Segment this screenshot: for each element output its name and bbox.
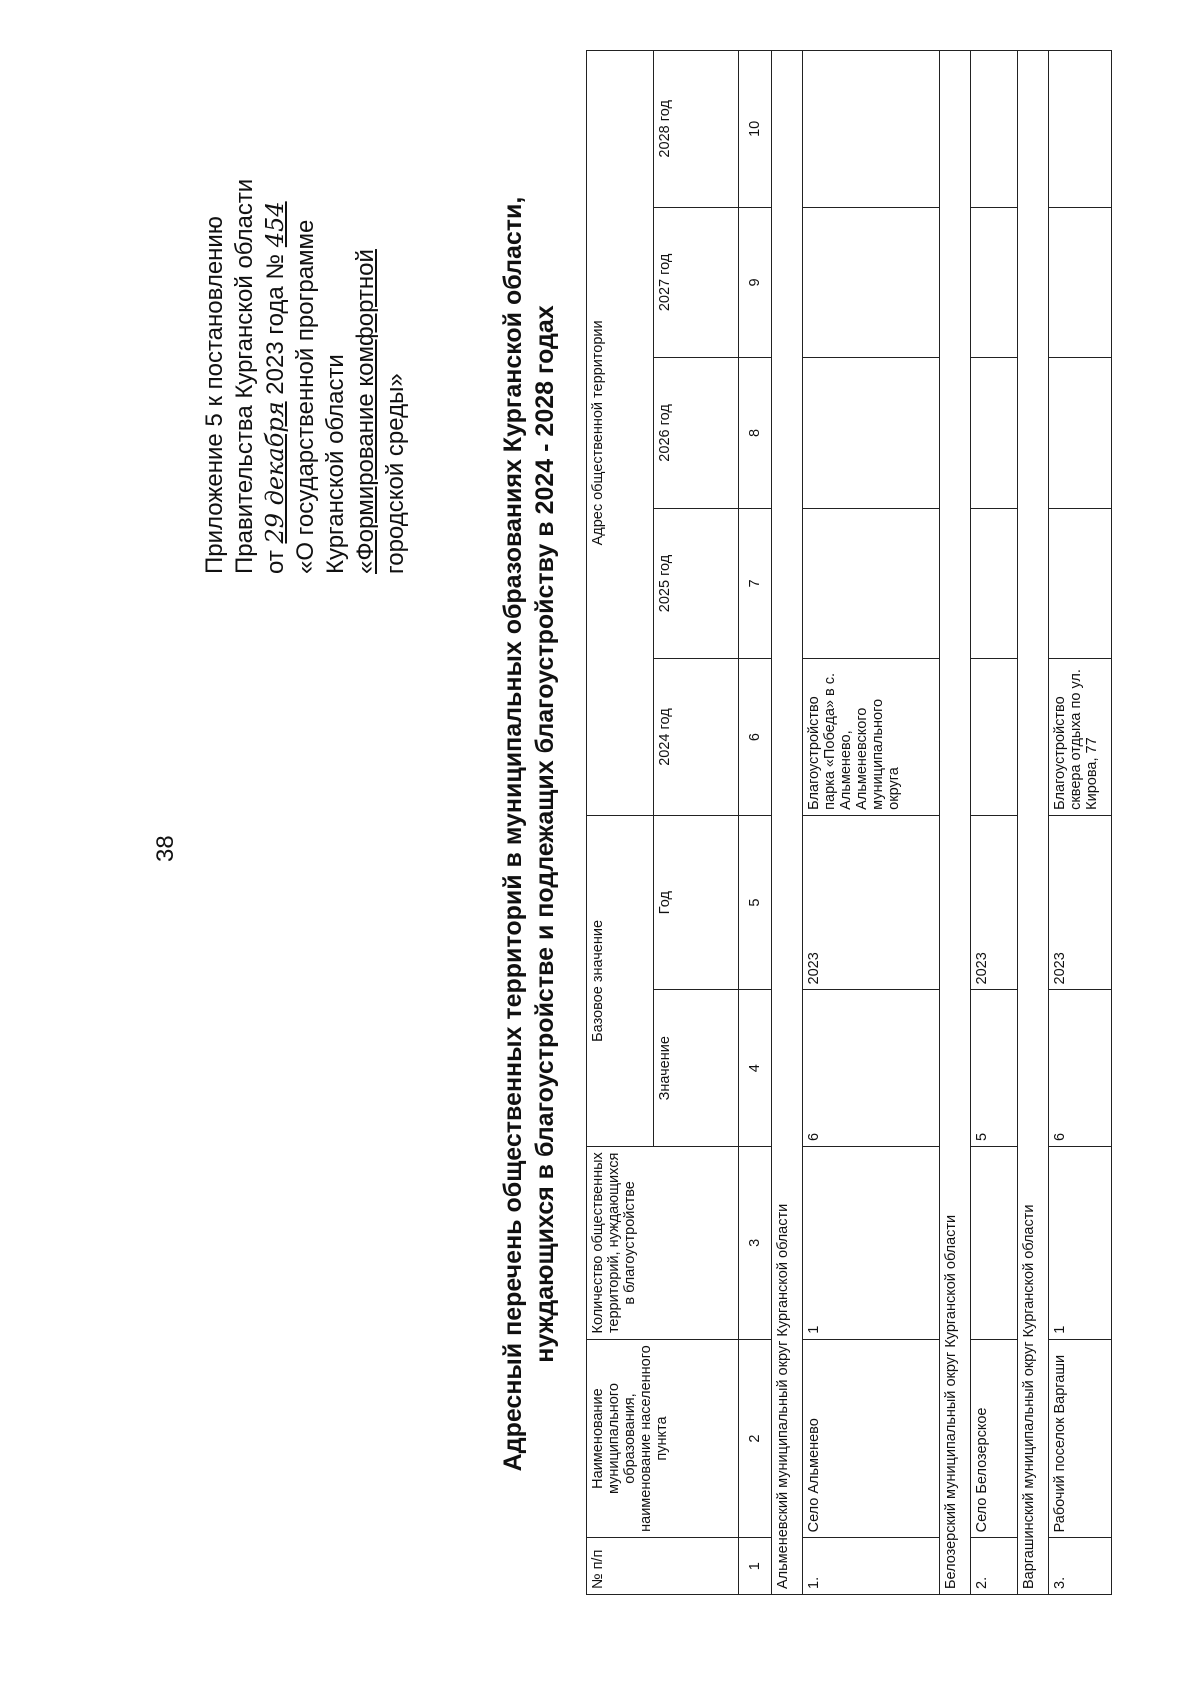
column-number: 5 [739,815,772,990]
cell-2028 [971,51,1018,208]
cell-count: 1 [803,1147,940,1340]
title-line: нуждающихся в благоустройстве и подлежащих благоустройству в 2024 - 2028 годах [531,305,559,1363]
cell-2027 [971,207,1018,358]
column-number: 3 [739,1147,772,1340]
group-title: Альменевский муниципальный округ Курганской области [772,51,803,1595]
appendix-line: городской среды» [382,373,409,574]
group-header-row [940,51,971,1595]
header-2025: 2025 год [654,508,739,659]
cell-count [971,1147,1018,1340]
cell-num: 1. [803,1538,940,1595]
appendix-date-line [260,54,291,574]
group-header-row [1018,51,1049,1595]
handwritten-date: 29 декабря [261,401,289,544]
header-address: Адрес общественной территории [587,51,654,816]
header-name: Наименование муниципального образования, наименование населенного пункта [587,1339,739,1538]
cell-base-year: 2023 [1049,815,1112,990]
title-line: Адресный перечень общественных территорий в муниципальных образованиях Курганской области, [499,196,527,1472]
cell-name: Село Альменево [803,1339,940,1538]
header-2026: 2026 год [654,358,739,509]
cell-base-year: 2023 [803,815,940,990]
cell-num: 3. [1049,1538,1112,1595]
column-numbers-row [739,51,772,1595]
cell-2028 [803,51,940,208]
appendix-line: Правительства Курганской области [231,178,258,574]
appendix-line: «Формирование комфортной [352,249,379,574]
header-2024: 2024 год [654,659,739,816]
cell-2024: Благоустройство сквера отдыха по ул. Кирова, 77 [1049,659,1112,816]
cell-2026 [971,358,1018,509]
appendix-year-number: 2023 года № [262,253,289,395]
cell-2027 [803,207,940,358]
cell-2024: Благоустройство парка «Победа» в с. Альменево, Альменевского муниципального округа [803,659,940,816]
column-number: 1 [739,1538,772,1595]
cell-base-value: 5 [971,990,1018,1147]
header-base-year: Год [654,815,739,990]
header-2028: 2028 год [654,51,739,208]
appendix-from: от [262,550,289,574]
header-base-value: Значение [654,990,739,1147]
column-number: 7 [739,508,772,659]
cell-2025 [971,508,1018,659]
cell-2025 [803,508,940,659]
group-title: Варгашинский муниципальный округ Курганской области [1018,51,1049,1595]
column-number: 10 [739,51,772,208]
header-2027: 2027 год [654,207,739,358]
cell-base-year: 2023 [971,815,1018,990]
cell-2028 [1049,51,1112,208]
cell-base-value: 6 [1049,990,1112,1147]
table-row [1049,51,1112,1595]
table-row [803,51,940,1595]
cell-2025 [1049,508,1112,659]
cell-2027 [1049,207,1112,358]
appendix-line: Курганской области [322,354,349,574]
document-title [497,84,561,1584]
cell-2026 [803,358,940,509]
cell-name: Село Белозерское [971,1339,1018,1538]
column-number: 9 [739,207,772,358]
header-row [587,51,654,1595]
header-base: Базовое значение [587,815,654,1146]
appendix-line: Приложение 5 к постановлению [201,216,228,574]
cell-name: Рабочий поселок Варгаши [1049,1339,1112,1538]
page-number: 38 [152,835,179,862]
cell-count: 1 [1049,1147,1112,1340]
group-title: Белозерский муниципальный округ Курганской области [940,51,971,1595]
column-number: 4 [739,990,772,1147]
column-number: 2 [739,1339,772,1538]
column-number: 8 [739,358,772,509]
cell-2024 [971,659,1018,816]
territories-table [586,50,1112,1595]
cell-2026 [1049,358,1112,509]
handwritten-number: 454 [261,201,289,248]
appendix-line: «О государственной программе [292,219,319,574]
appendix-block [200,54,411,574]
table-row [971,51,1018,1595]
header-count: Количество общественных территорий, нуждающихся в благоустройстве [587,1147,739,1340]
group-header-row [772,51,803,1595]
column-number: 6 [739,659,772,816]
header-num: № п/п [587,1538,739,1595]
cell-base-value: 6 [803,990,940,1147]
cell-num: 2. [971,1538,1018,1595]
